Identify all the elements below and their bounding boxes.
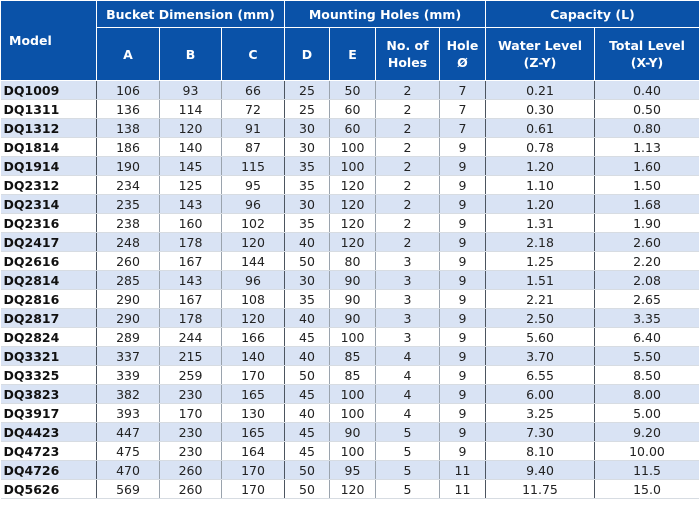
cell-water-level: 11.75 bbox=[486, 480, 595, 499]
cell-a: 290 bbox=[97, 309, 160, 328]
cell-model: DQ2616 bbox=[1, 252, 97, 271]
cell-b: 114 bbox=[160, 100, 222, 119]
cell-water-level: 5.60 bbox=[486, 328, 595, 347]
cell-total-level: 1.68 bbox=[595, 195, 699, 214]
cell-total-level: 6.40 bbox=[595, 328, 699, 347]
cell-c: 140 bbox=[222, 347, 285, 366]
table-row bbox=[1, 119, 699, 138]
cell-hole-diameter: 9 bbox=[440, 214, 486, 233]
cell-c: 87 bbox=[222, 138, 285, 157]
cell-model: DQ2314 bbox=[1, 195, 97, 214]
column-header-hole-diameter bbox=[440, 28, 486, 81]
cell-a: 136 bbox=[97, 100, 160, 119]
cell-model: DQ1914 bbox=[1, 157, 97, 176]
cell-a: 106 bbox=[97, 81, 160, 100]
cell-d: 35 bbox=[285, 214, 330, 233]
table-row bbox=[1, 138, 699, 157]
cell-c: 170 bbox=[222, 461, 285, 480]
cell-b: 143 bbox=[160, 271, 222, 290]
cell-num-holes: 2 bbox=[376, 157, 440, 176]
cell-c: 170 bbox=[222, 366, 285, 385]
table-row bbox=[1, 461, 699, 480]
cell-d: 35 bbox=[285, 157, 330, 176]
table-row bbox=[1, 404, 699, 423]
cell-water-level: 2.21 bbox=[486, 290, 595, 309]
table-row bbox=[1, 195, 699, 214]
cell-hole-diameter: 9 bbox=[440, 328, 486, 347]
cell-d: 50 bbox=[285, 461, 330, 480]
column-header-num-holes bbox=[376, 28, 440, 81]
cell-model: DQ4423 bbox=[1, 423, 97, 442]
cell-num-holes: 2 bbox=[376, 195, 440, 214]
table-row bbox=[1, 290, 699, 309]
cell-total-level: 0.80 bbox=[595, 119, 699, 138]
cell-d: 30 bbox=[285, 138, 330, 157]
cell-b: 178 bbox=[160, 309, 222, 328]
cell-d: 30 bbox=[285, 119, 330, 138]
cell-num-holes: 2 bbox=[376, 233, 440, 252]
group-header-mounting-holes: Mounting Holes (mm) bbox=[285, 1, 486, 28]
table-row bbox=[1, 385, 699, 404]
cell-e: 90 bbox=[330, 290, 376, 309]
water-level-line-1: Water Level bbox=[497, 38, 583, 53]
cell-a: 190 bbox=[97, 157, 160, 176]
table-row bbox=[1, 442, 699, 461]
cell-e: 120 bbox=[330, 195, 376, 214]
cell-a: 339 bbox=[97, 366, 160, 385]
cell-d: 45 bbox=[285, 442, 330, 461]
cell-water-level: 1.31 bbox=[486, 214, 595, 233]
cell-model: DQ3321 bbox=[1, 347, 97, 366]
cell-model: DQ1312 bbox=[1, 119, 97, 138]
table-row bbox=[1, 233, 699, 252]
cell-water-level: 0.78 bbox=[486, 138, 595, 157]
cell-water-level: 1.20 bbox=[486, 195, 595, 214]
cell-d: 30 bbox=[285, 271, 330, 290]
column-header-c: C bbox=[222, 28, 285, 81]
cell-num-holes: 3 bbox=[376, 328, 440, 347]
cell-num-holes: 2 bbox=[376, 81, 440, 100]
column-header-total-level bbox=[595, 28, 699, 81]
cell-a: 186 bbox=[97, 138, 160, 157]
cell-a: 234 bbox=[97, 176, 160, 195]
cell-water-level: 8.10 bbox=[486, 442, 595, 461]
cell-total-level: 0.40 bbox=[595, 81, 699, 100]
cell-e: 80 bbox=[330, 252, 376, 271]
cell-model: DQ4726 bbox=[1, 461, 97, 480]
cell-e: 100 bbox=[330, 138, 376, 157]
total-level-line-2: (X-Y) bbox=[630, 55, 664, 70]
cell-hole-diameter: 9 bbox=[440, 195, 486, 214]
cell-e: 60 bbox=[330, 100, 376, 119]
cell-e: 100 bbox=[330, 385, 376, 404]
cell-c: 91 bbox=[222, 119, 285, 138]
cell-a: 290 bbox=[97, 290, 160, 309]
cell-b: 230 bbox=[160, 442, 222, 461]
cell-d: 50 bbox=[285, 480, 330, 499]
cell-d: 40 bbox=[285, 404, 330, 423]
cell-water-level: 0.61 bbox=[486, 119, 595, 138]
cell-total-level: 0.50 bbox=[595, 100, 699, 119]
cell-model: DQ1009 bbox=[1, 81, 97, 100]
cell-c: 165 bbox=[222, 423, 285, 442]
cell-a: 138 bbox=[97, 119, 160, 138]
cell-c: 115 bbox=[222, 157, 285, 176]
cell-d: 45 bbox=[285, 423, 330, 442]
cell-hole-diameter: 11 bbox=[440, 480, 486, 499]
cell-e: 100 bbox=[330, 328, 376, 347]
cell-c: 95 bbox=[222, 176, 285, 195]
cell-c: 170 bbox=[222, 480, 285, 499]
cell-d: 25 bbox=[285, 100, 330, 119]
cell-a: 337 bbox=[97, 347, 160, 366]
cell-total-level: 2.60 bbox=[595, 233, 699, 252]
cell-model: DQ3325 bbox=[1, 366, 97, 385]
table-row bbox=[1, 252, 699, 271]
cell-d: 45 bbox=[285, 328, 330, 347]
hole-line-2: Ø bbox=[457, 55, 468, 70]
cell-e: 90 bbox=[330, 271, 376, 290]
cell-model: DQ3823 bbox=[1, 385, 97, 404]
cell-water-level: 2.50 bbox=[486, 309, 595, 328]
cell-hole-diameter: 9 bbox=[440, 290, 486, 309]
cell-model: DQ4723 bbox=[1, 442, 97, 461]
cell-d: 30 bbox=[285, 195, 330, 214]
cell-d: 45 bbox=[285, 385, 330, 404]
cell-water-level: 3.70 bbox=[486, 347, 595, 366]
cell-total-level: 8.50 bbox=[595, 366, 699, 385]
cell-num-holes: 4 bbox=[376, 366, 440, 385]
cell-a: 393 bbox=[97, 404, 160, 423]
cell-d: 25 bbox=[285, 81, 330, 100]
num-holes-line-1: No. of bbox=[386, 38, 429, 53]
cell-total-level: 1.60 bbox=[595, 157, 699, 176]
table-row bbox=[1, 423, 699, 442]
cell-num-holes: 4 bbox=[376, 347, 440, 366]
cell-e: 120 bbox=[330, 480, 376, 499]
cell-e: 100 bbox=[330, 442, 376, 461]
column-header-model: Model bbox=[1, 1, 97, 81]
cell-a: 470 bbox=[97, 461, 160, 480]
cell-d: 35 bbox=[285, 290, 330, 309]
cell-model: DQ2417 bbox=[1, 233, 97, 252]
cell-b: 120 bbox=[160, 119, 222, 138]
cell-hole-diameter: 9 bbox=[440, 271, 486, 290]
cell-d: 50 bbox=[285, 366, 330, 385]
cell-num-holes: 5 bbox=[376, 480, 440, 499]
cell-num-holes: 3 bbox=[376, 290, 440, 309]
column-header-water-level bbox=[486, 28, 595, 81]
cell-c: 165 bbox=[222, 385, 285, 404]
cell-model: DQ5626 bbox=[1, 480, 97, 499]
cell-d: 40 bbox=[285, 309, 330, 328]
table-row bbox=[1, 347, 699, 366]
cell-water-level: 0.21 bbox=[486, 81, 595, 100]
cell-hole-diameter: 9 bbox=[440, 233, 486, 252]
cell-total-level: 8.00 bbox=[595, 385, 699, 404]
cell-water-level: 1.20 bbox=[486, 157, 595, 176]
cell-total-level: 1.90 bbox=[595, 214, 699, 233]
table-row bbox=[1, 81, 699, 100]
water-level-line-2: (Z-Y) bbox=[523, 55, 557, 70]
cell-hole-diameter: 9 bbox=[440, 309, 486, 328]
cell-a: 382 bbox=[97, 385, 160, 404]
cell-total-level: 3.35 bbox=[595, 309, 699, 328]
cell-b: 260 bbox=[160, 461, 222, 480]
cell-num-holes: 2 bbox=[376, 138, 440, 157]
cell-c: 102 bbox=[222, 214, 285, 233]
cell-a: 238 bbox=[97, 214, 160, 233]
cell-b: 170 bbox=[160, 404, 222, 423]
cell-total-level: 9.20 bbox=[595, 423, 699, 442]
cell-a: 447 bbox=[97, 423, 160, 442]
cell-num-holes: 5 bbox=[376, 461, 440, 480]
cell-hole-diameter: 9 bbox=[440, 176, 486, 195]
cell-hole-diameter: 11 bbox=[440, 461, 486, 480]
cell-num-holes: 2 bbox=[376, 176, 440, 195]
cell-water-level: 9.40 bbox=[486, 461, 595, 480]
group-header-bucket-dimension: Bucket Dimension (mm) bbox=[97, 1, 285, 28]
cell-b: 230 bbox=[160, 385, 222, 404]
cell-c: 66 bbox=[222, 81, 285, 100]
cell-e: 120 bbox=[330, 233, 376, 252]
cell-e: 95 bbox=[330, 461, 376, 480]
cell-b: 259 bbox=[160, 366, 222, 385]
cell-b: 93 bbox=[160, 81, 222, 100]
cell-water-level: 7.30 bbox=[486, 423, 595, 442]
cell-model: DQ2816 bbox=[1, 290, 97, 309]
cell-a: 260 bbox=[97, 252, 160, 271]
cell-e: 100 bbox=[330, 404, 376, 423]
cell-total-level: 11.5 bbox=[595, 461, 699, 480]
cell-c: 166 bbox=[222, 328, 285, 347]
cell-water-level: 2.18 bbox=[486, 233, 595, 252]
cell-a: 248 bbox=[97, 233, 160, 252]
cell-num-holes: 3 bbox=[376, 271, 440, 290]
cell-e: 85 bbox=[330, 366, 376, 385]
cell-total-level: 10.00 bbox=[595, 442, 699, 461]
cell-model: DQ1814 bbox=[1, 138, 97, 157]
cell-model: DQ1311 bbox=[1, 100, 97, 119]
cell-model: DQ2312 bbox=[1, 176, 97, 195]
cell-e: 100 bbox=[330, 157, 376, 176]
cell-total-level: 1.50 bbox=[595, 176, 699, 195]
cell-model: DQ2824 bbox=[1, 328, 97, 347]
cell-hole-diameter: 7 bbox=[440, 81, 486, 100]
table-row bbox=[1, 328, 699, 347]
cell-num-holes: 2 bbox=[376, 214, 440, 233]
cell-total-level: 2.08 bbox=[595, 271, 699, 290]
cell-c: 96 bbox=[222, 195, 285, 214]
cell-water-level: 1.51 bbox=[486, 271, 595, 290]
cell-a: 285 bbox=[97, 271, 160, 290]
cell-water-level: 3.25 bbox=[486, 404, 595, 423]
cell-d: 40 bbox=[285, 347, 330, 366]
cell-b: 125 bbox=[160, 176, 222, 195]
cell-c: 96 bbox=[222, 271, 285, 290]
cell-model: DQ2814 bbox=[1, 271, 97, 290]
cell-e: 120 bbox=[330, 176, 376, 195]
cell-num-holes: 3 bbox=[376, 252, 440, 271]
cell-c: 164 bbox=[222, 442, 285, 461]
cell-num-holes: 3 bbox=[376, 309, 440, 328]
cell-hole-diameter: 9 bbox=[440, 138, 486, 157]
cell-b: 140 bbox=[160, 138, 222, 157]
cell-b: 167 bbox=[160, 252, 222, 271]
cell-a: 235 bbox=[97, 195, 160, 214]
cell-num-holes: 4 bbox=[376, 385, 440, 404]
table-row bbox=[1, 214, 699, 233]
cell-hole-diameter: 9 bbox=[440, 385, 486, 404]
cell-num-holes: 2 bbox=[376, 100, 440, 119]
cell-c: 130 bbox=[222, 404, 285, 423]
cell-total-level: 5.50 bbox=[595, 347, 699, 366]
cell-e: 90 bbox=[330, 423, 376, 442]
column-header-b: B bbox=[160, 28, 222, 81]
cell-hole-diameter: 9 bbox=[440, 423, 486, 442]
cell-hole-diameter: 9 bbox=[440, 347, 486, 366]
cell-water-level: 1.10 bbox=[486, 176, 595, 195]
cell-num-holes: 5 bbox=[376, 423, 440, 442]
cell-b: 230 bbox=[160, 423, 222, 442]
table-row bbox=[1, 309, 699, 328]
table-row bbox=[1, 176, 699, 195]
cell-num-holes: 4 bbox=[376, 404, 440, 423]
cell-total-level: 5.00 bbox=[595, 404, 699, 423]
cell-hole-diameter: 7 bbox=[440, 100, 486, 119]
cell-d: 50 bbox=[285, 252, 330, 271]
table-row bbox=[1, 480, 699, 499]
cell-hole-diameter: 9 bbox=[440, 157, 486, 176]
cell-e: 120 bbox=[330, 214, 376, 233]
table-row bbox=[1, 157, 699, 176]
group-header-capacity: Capacity (L) bbox=[486, 1, 699, 28]
cell-e: 50 bbox=[330, 81, 376, 100]
cell-model: DQ2817 bbox=[1, 309, 97, 328]
cell-c: 120 bbox=[222, 309, 285, 328]
cell-b: 215 bbox=[160, 347, 222, 366]
cell-b: 160 bbox=[160, 214, 222, 233]
cell-hole-diameter: 9 bbox=[440, 366, 486, 385]
cell-b: 260 bbox=[160, 480, 222, 499]
total-level-line-1: Total Level bbox=[609, 38, 685, 53]
cell-c: 72 bbox=[222, 100, 285, 119]
cell-hole-diameter: 9 bbox=[440, 442, 486, 461]
cell-a: 289 bbox=[97, 328, 160, 347]
cell-total-level: 1.13 bbox=[595, 138, 699, 157]
cell-d: 40 bbox=[285, 233, 330, 252]
cell-model: DQ3917 bbox=[1, 404, 97, 423]
cell-hole-diameter: 9 bbox=[440, 404, 486, 423]
cell-b: 145 bbox=[160, 157, 222, 176]
cell-e: 90 bbox=[330, 309, 376, 328]
cell-water-level: 1.25 bbox=[486, 252, 595, 271]
cell-water-level: 6.00 bbox=[486, 385, 595, 404]
table-body bbox=[1, 81, 699, 499]
cell-b: 178 bbox=[160, 233, 222, 252]
cell-c: 120 bbox=[222, 233, 285, 252]
cell-e: 85 bbox=[330, 347, 376, 366]
table-row bbox=[1, 366, 699, 385]
cell-d: 35 bbox=[285, 176, 330, 195]
cell-total-level: 15.0 bbox=[595, 480, 699, 499]
table-row bbox=[1, 271, 699, 290]
cell-b: 167 bbox=[160, 290, 222, 309]
hole-line-1: Hole bbox=[446, 38, 479, 53]
cell-hole-diameter: 9 bbox=[440, 252, 486, 271]
column-header-d: D bbox=[285, 28, 330, 81]
column-header-a: A bbox=[97, 28, 160, 81]
table-row bbox=[1, 100, 699, 119]
cell-c: 108 bbox=[222, 290, 285, 309]
cell-e: 60 bbox=[330, 119, 376, 138]
cell-total-level: 2.65 bbox=[595, 290, 699, 309]
cell-water-level: 0.30 bbox=[486, 100, 595, 119]
cell-a: 475 bbox=[97, 442, 160, 461]
cell-num-holes: 5 bbox=[376, 442, 440, 461]
table-header bbox=[1, 1, 699, 81]
cell-model: DQ2316 bbox=[1, 214, 97, 233]
cell-a: 569 bbox=[97, 480, 160, 499]
cell-total-level: 2.20 bbox=[595, 252, 699, 271]
cell-b: 143 bbox=[160, 195, 222, 214]
cell-num-holes: 2 bbox=[376, 119, 440, 138]
cell-b: 244 bbox=[160, 328, 222, 347]
num-holes-line-2: Holes bbox=[387, 55, 428, 70]
column-header-e: E bbox=[330, 28, 376, 81]
cell-water-level: 6.55 bbox=[486, 366, 595, 385]
cell-hole-diameter: 7 bbox=[440, 119, 486, 138]
cell-c: 144 bbox=[222, 252, 285, 271]
